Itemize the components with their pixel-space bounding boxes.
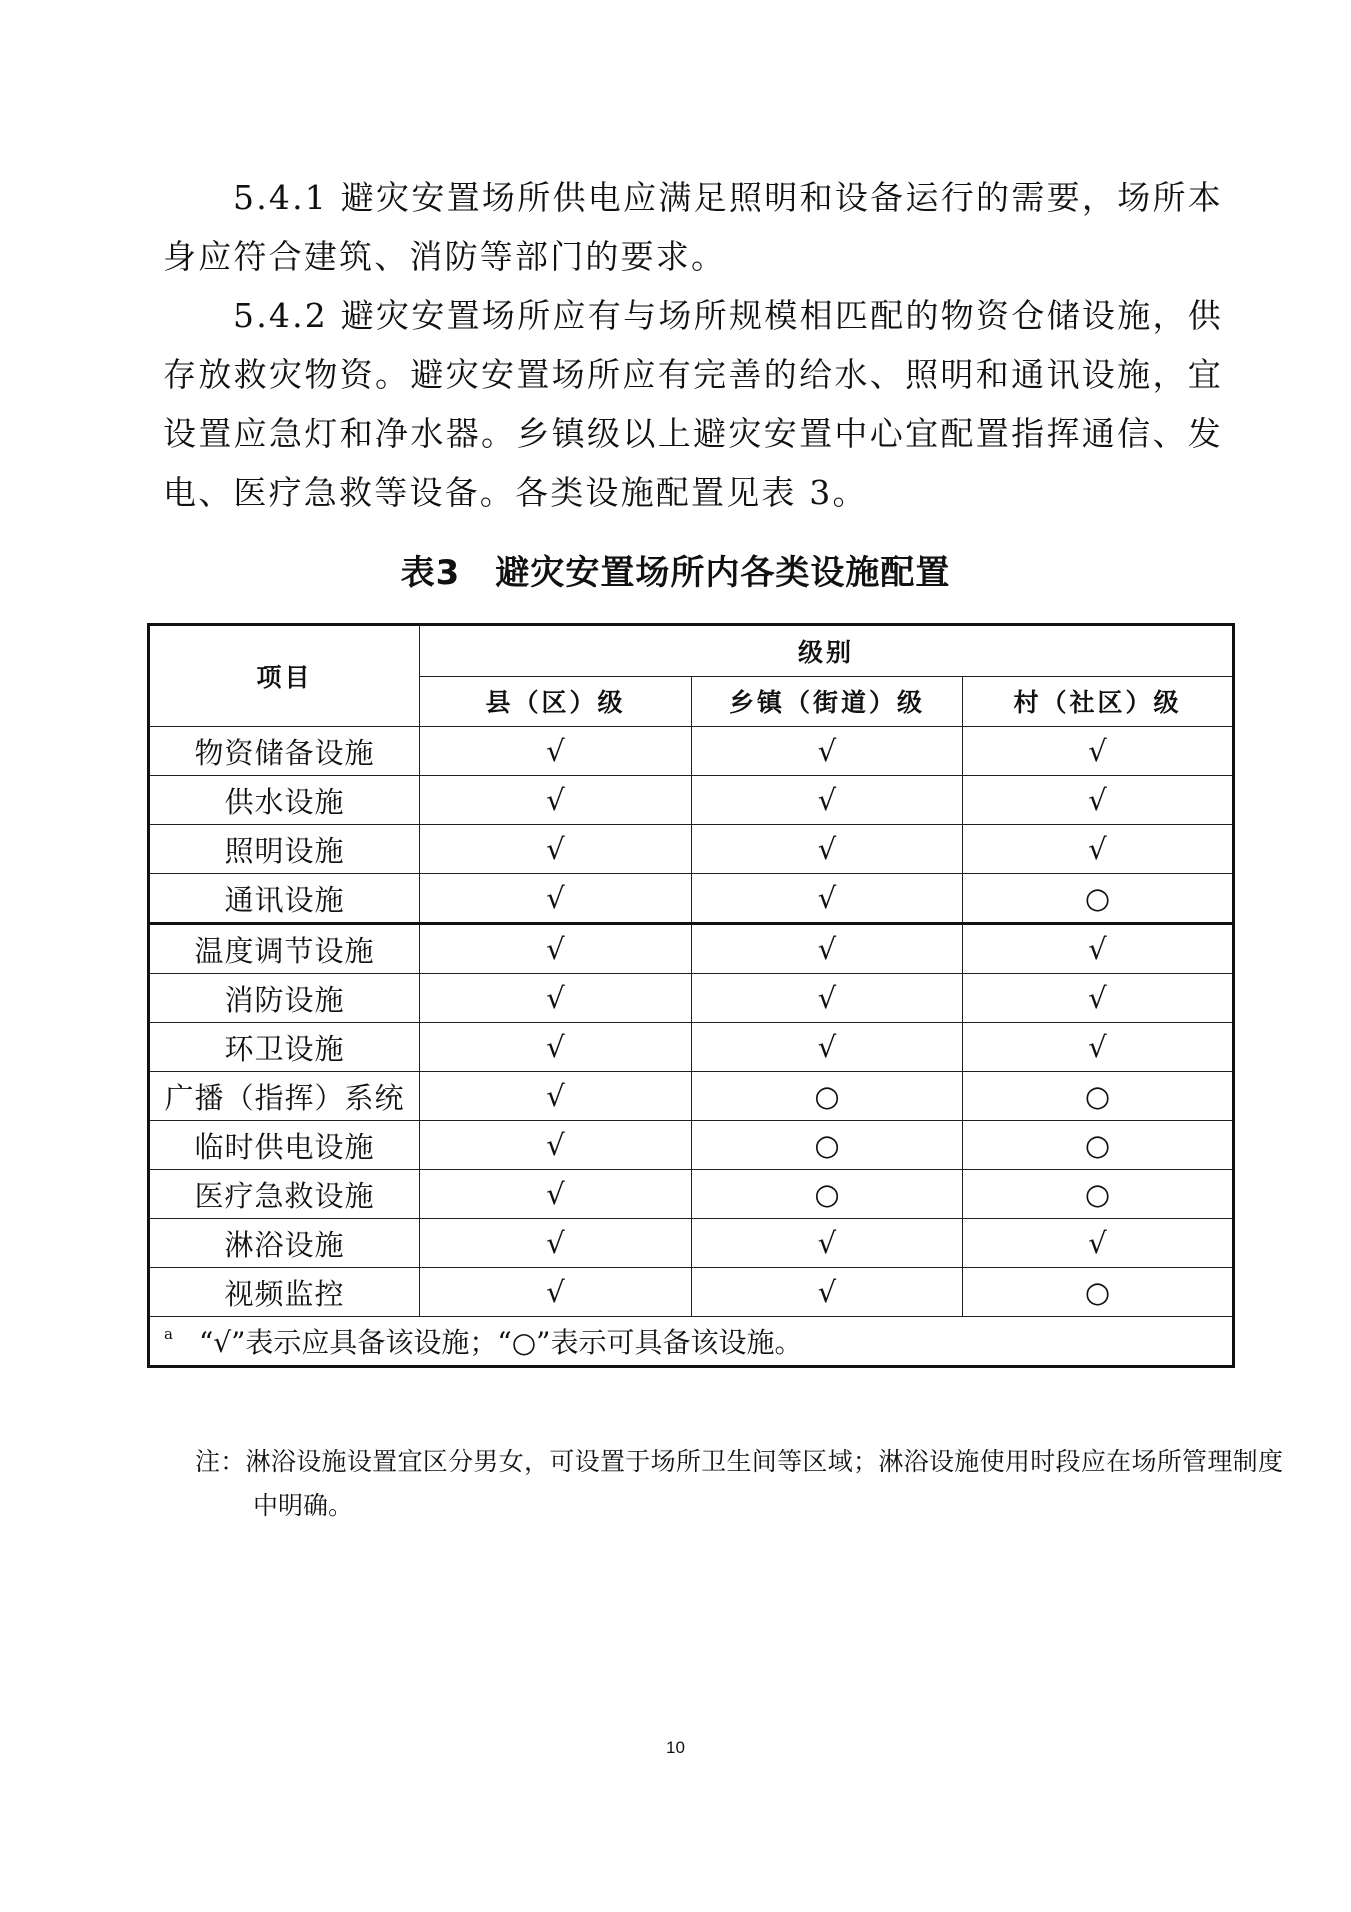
mark-county: √ [420,1072,692,1121]
table-row [149,776,1234,825]
mark-township: √ [692,727,963,776]
table-row [149,727,1234,776]
row-item: 通讯设施 [149,874,420,924]
paragraph-5-4-2: 5.4.2 避灾安置场所应有与场所规模相匹配的物资仓储设施，供存放救灾物资。避灾安置场所应有完善的给水、照明和通讯设施，宜设置应急灯和净水器。乡镇级以上避灾安置中心宜配置指挥通信、发电、医疗急救等设备。各类设施配置见表 3。 [163,296,1223,512]
table-row [149,1170,1234,1219]
facility-table [147,623,1235,1368]
header-item: 项目 [149,625,420,727]
table-footnote [149,1317,1234,1367]
header-level: 级别 [420,625,1234,677]
mark-village: √ [963,776,1234,825]
mark-township: √ [692,924,963,974]
row-item: 供水设施 [149,776,420,825]
mark-township: √ [692,1219,963,1268]
footnote-marker: a [164,1325,173,1343]
mark-county: √ [420,776,692,825]
mark-village: √ [963,924,1234,974]
mark-township: ○ [692,1170,963,1219]
table-note: 注：淋浴设施设置宜区分男女，可设置于场所卫生间等区域；淋浴设施使用时段应在场所管理制度中明确。 [195,1447,1283,1520]
row-item: 消防设施 [149,974,420,1023]
mark-village: ○ [963,1268,1234,1317]
row-item: 环卫设施 [149,1023,420,1072]
mark-county: √ [420,1170,692,1219]
row-item: 广播（指挥）系统 [149,1072,420,1121]
mark-township: √ [692,825,963,874]
table-row [149,1219,1234,1268]
mark-township: √ [692,874,963,924]
page-number: 10 [666,1738,685,1757]
table-row [149,825,1234,874]
mark-township: √ [692,1023,963,1072]
mark-county: √ [420,874,692,924]
table-footnote-row [149,1317,1234,1367]
footnote-text: “√”表示应具备该设施；“○”表示可具备该设施。 [198,1326,803,1359]
mark-township: √ [692,776,963,825]
mark-county: √ [420,825,692,874]
table-title: 表3 避灾安置场所内各类设施配置 [400,553,951,593]
mark-village: ○ [963,1170,1234,1219]
row-item: 照明设施 [149,825,420,874]
mark-village: √ [963,1023,1234,1072]
row-item: 临时供电设施 [149,1121,420,1170]
mark-village: ○ [963,874,1234,924]
table-row [149,924,1234,974]
row-item: 视频监控 [149,1268,420,1317]
row-item: 温度调节设施 [149,924,420,974]
row-item: 医疗急救设施 [149,1170,420,1219]
mark-township: √ [692,1268,963,1317]
mark-village: ○ [963,1072,1234,1121]
mark-village: √ [963,727,1234,776]
mark-village: √ [963,974,1234,1023]
table-row [149,874,1234,924]
table-row [149,1023,1234,1072]
header-village: 村（社区）级 [963,676,1234,727]
mark-township: √ [692,974,963,1023]
row-item: 淋浴设施 [149,1219,420,1268]
mark-township: ○ [692,1072,963,1121]
paragraph-5-4-1: 5.4.1 避灾安置场所供电应满足照明和设备运行的需要，场所本身应符合建筑、消防等部门的要求。 [163,178,1223,276]
mark-village: ○ [963,1121,1234,1170]
table-row [149,1121,1234,1170]
mark-county: √ [420,974,692,1023]
table-row [149,1072,1234,1121]
mark-village: √ [963,1219,1234,1268]
mark-county: √ [420,1268,692,1317]
table-row [149,1268,1234,1317]
row-item: 物资储备设施 [149,727,420,776]
mark-county: √ [420,1219,692,1268]
mark-county: √ [420,924,692,974]
header-county: 县（区）级 [420,676,692,727]
mark-village: √ [963,825,1234,874]
mark-county: √ [420,1023,692,1072]
table-row [149,974,1234,1023]
mark-county: √ [420,1121,692,1170]
mark-township: ○ [692,1121,963,1170]
header-township: 乡镇（街道）级 [692,676,963,727]
mark-county: √ [420,727,692,776]
